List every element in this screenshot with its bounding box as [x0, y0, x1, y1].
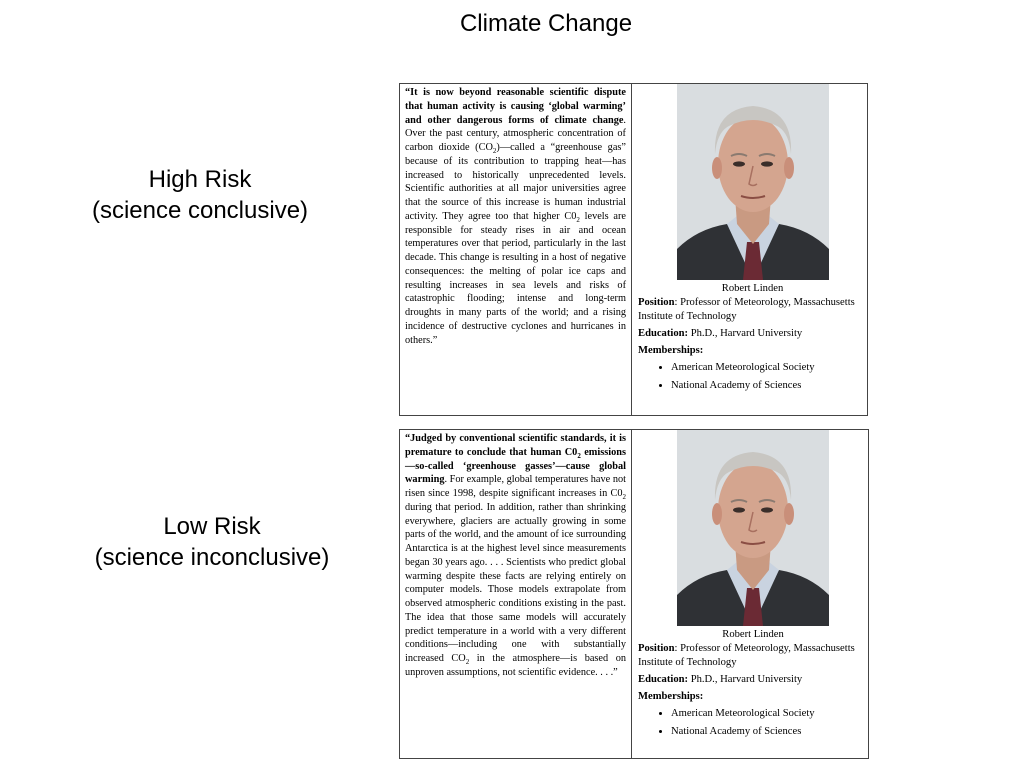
education-value: Ph.D., Harvard University	[688, 328, 803, 339]
quote-bold-text: “It is now beyond reasonable scientific dispute that human activity is causing ‘global warming’ and other dangerous forms of climate change	[405, 87, 626, 126]
subscript: 2	[492, 147, 497, 156]
memberships-list	[638, 361, 867, 393]
expert-education	[638, 673, 868, 687]
expert-position	[638, 296, 867, 324]
position-label: Position	[638, 643, 675, 654]
education-label: Education:	[638, 674, 689, 685]
memberships-list	[638, 707, 868, 739]
expert-bio	[632, 84, 867, 415]
expert-bio	[632, 430, 868, 758]
risk-label-line2: (science conclusive)	[91, 197, 309, 224]
expert-card-low	[399, 429, 869, 759]
education-label: Education:	[638, 328, 689, 339]
risk-label-line1: Low Risk	[163, 513, 261, 540]
position-value: : Professor of Meteorology, Massachusetts Institute of Technology	[638, 643, 855, 668]
expert-photo	[677, 84, 829, 280]
subscript: 2	[576, 215, 580, 224]
quote-text: )—called a “greenhouse gas” because of its contribution to trapping heat—has increased to historically unprecedented levels. Scientific authorities at all major universities agree that the source of this increase is human industrial activity. They agree too that higher C0	[405, 142, 626, 222]
expert-memberships-label	[638, 690, 868, 704]
expert-education	[638, 327, 867, 341]
position-label: Position	[638, 297, 675, 308]
education-value: Ph.D., Harvard University	[688, 674, 803, 685]
quote-text: in the atmosphere—is based on unproven assumptions, not scientific evidence. . . .”	[405, 653, 626, 678]
expert-memberships-label	[638, 344, 867, 358]
expert-card-high	[399, 83, 868, 416]
expert-position	[638, 642, 868, 670]
quote-text: . For example, global temperatures have not risen since 1998, despite significant increases in C0	[405, 474, 626, 499]
subscript: 2	[622, 493, 626, 502]
memberships-label: Memberships:	[638, 691, 704, 702]
risk-label-line1: High Risk	[148, 166, 252, 193]
membership-item: • American Meteorological Society	[671, 361, 867, 375]
risk-label-line2: (science inconclusive)	[94, 544, 330, 571]
membership-item: • National Academy of Sciences	[671, 725, 868, 739]
subscript: 2	[577, 451, 581, 460]
memberships-label: Memberships:	[638, 345, 704, 356]
quote-bold-part: emissions—so-called ‘greenhouse gasses’—cause global warming	[405, 446, 626, 486]
quote-text: . Over the past century, atmospheric concentration of carbon dioxide (CO	[405, 114, 626, 153]
expert-name: Robert Linden	[721, 283, 784, 294]
expert-name: Robert Linden	[722, 629, 784, 640]
expert-quote	[400, 430, 632, 758]
risk-label-high	[80, 164, 320, 226]
risk-label-low	[82, 511, 342, 573]
membership-item: • American Meteorological Society	[671, 707, 868, 721]
quote-text: levels are responsible for steady rises in air and ocean temperatures over that period, particularly in the last decade. This change is resulting in a host of negative consequences: the melting of polar ice caps and resulting increases in sea levels and risks of catastrophic flooding; intense and long-term droughts in many parts of the world; and a rising incidence of destructive cyclones and hurricanes in others.”	[405, 210, 626, 346]
expert-quote	[400, 84, 632, 415]
position-value: : Professor of Meteorology, Massachusetts Institute of Technology	[638, 297, 855, 322]
quote-bold-part: “Judged by conventional scientific standards, it is premature to conclude that human C0	[405, 433, 626, 458]
quote-text: during that period. In addition, rather than shrinking everywhere, glaciers are actually growing in some parts of the world, and the amount of ice surrounding Antarctica is at the highest level since measurements began 30 years ago. . . . Scientists who predict global warming despite these facts are relying entirely on computer models. Those models extrapolate from observed atmospheric conditions existing in the past. The idea that those same models will accurately predict temperature in a world with a very different conditions—including one with substantially increased CO	[405, 501, 626, 664]
membership-item: • National Academy of Sciences	[671, 379, 867, 393]
page-title: Climate Change	[459, 10, 633, 37]
expert-photo	[677, 430, 829, 626]
subscript: 2	[465, 658, 470, 667]
